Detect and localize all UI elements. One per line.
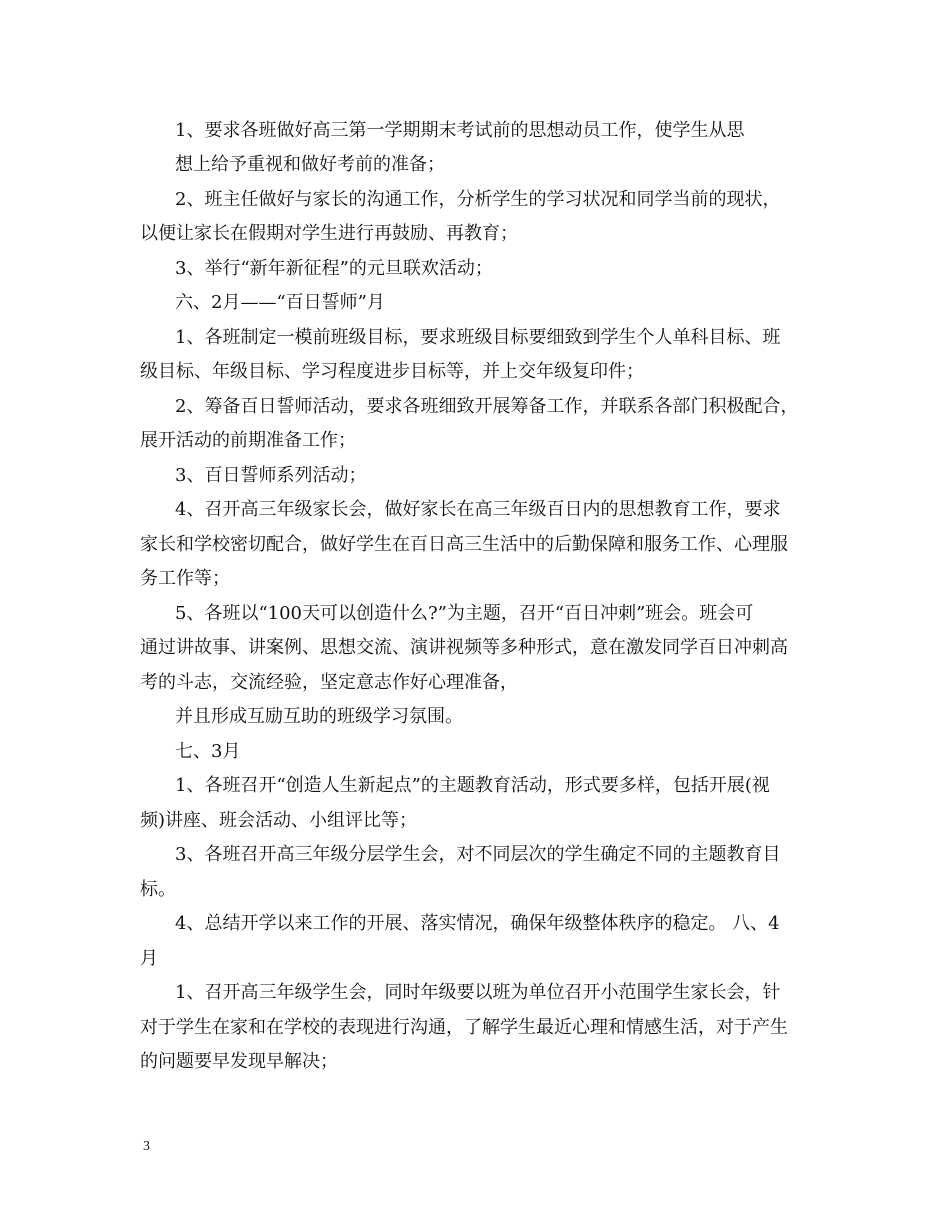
text-line: 考的斗志，交流经验，坚定意志作好心理准备， [140, 672, 518, 693]
text-line: 展开活动的前期准备工作； [140, 430, 356, 451]
text-line: 级目标、年级目标、学习程度进步目标等，并上交年级复印件； [140, 361, 644, 382]
text-line: 家长和学校密切配合，做好学生在百日高三生活中的后勤保障和服务工作、心理服 [140, 534, 788, 555]
text-line: 并且形成互励互助的班级学习氛围。 [175, 706, 463, 727]
text-line: 1、各班制定一模前班级目标，要求班级目标要细致到学生个人单科目标、班 [175, 327, 781, 348]
section-heading: 六、2月——“百日誓师”月 [175, 292, 385, 313]
text-line: 3、百日誓师系列活动； [175, 465, 367, 486]
text-line: 1、各班召开“创造人生新起点”的主题教育活动，形式要多样，包括开展(视 [175, 775, 770, 796]
text-line: 想上给予重视和做好考前的准备； [175, 154, 445, 175]
text-line: 1、要求各班做好高三第一学期期末考试前的思想动员工作，使学生从思 [175, 120, 745, 141]
text-line: 务工作等； [140, 568, 230, 589]
text-line: 4、总结开学以来工作的开展、落实情况，确保年级整体秩序的稳定。 八、4 [175, 913, 780, 934]
text-line: 对于学生在家和在学校的表现进行沟通，了解学生最近心理和情感生活，对于产生 [140, 1017, 788, 1038]
text-line: 频)讲座、班会活动、小组评比等； [140, 810, 418, 831]
text-line: 标。 [140, 879, 176, 900]
text-line: 1、召开高三年级学生会，同时年级要以班为单位召开小范围学生家长会，针 [175, 982, 781, 1003]
text-line: 3、举行“新年新征程”的元旦联欢活动； [175, 258, 493, 279]
section-heading: 七、3月 [175, 741, 241, 762]
text-line: 通过讲故事、讲案例、思想交流、演讲视频等多种形式，意在激发同学百日冲刺高 [140, 637, 788, 658]
page-number: 3 [143, 1139, 150, 1154]
text-line: 3、各班召开高三年级分层学生会，对不同层次的学生确定不同的主题教育目 [175, 844, 781, 865]
text-line: 4、召开高三年级家长会，做好家长在高三年级百日内的思想教育工作，要求 [175, 499, 781, 520]
text-line: 以便让家长在假期对学生进行再鼓励、再教育； [140, 223, 518, 244]
text-line: 2、筹备百日誓师活动，要求各班细致开展筹备工作，并联系各部门积极配合， [175, 396, 799, 417]
text-line: 5、各班以“100天可以创造什么?”为主题，召开“百日冲刺”班会。班会可 [175, 603, 754, 624]
text-line: 月 [140, 948, 158, 969]
text-line: 的问题要早发现早解决； [140, 1051, 338, 1072]
text-line: 2、班主任做好与家长的沟通工作，分析学生的学习状况和同学当前的现状， [175, 189, 781, 210]
